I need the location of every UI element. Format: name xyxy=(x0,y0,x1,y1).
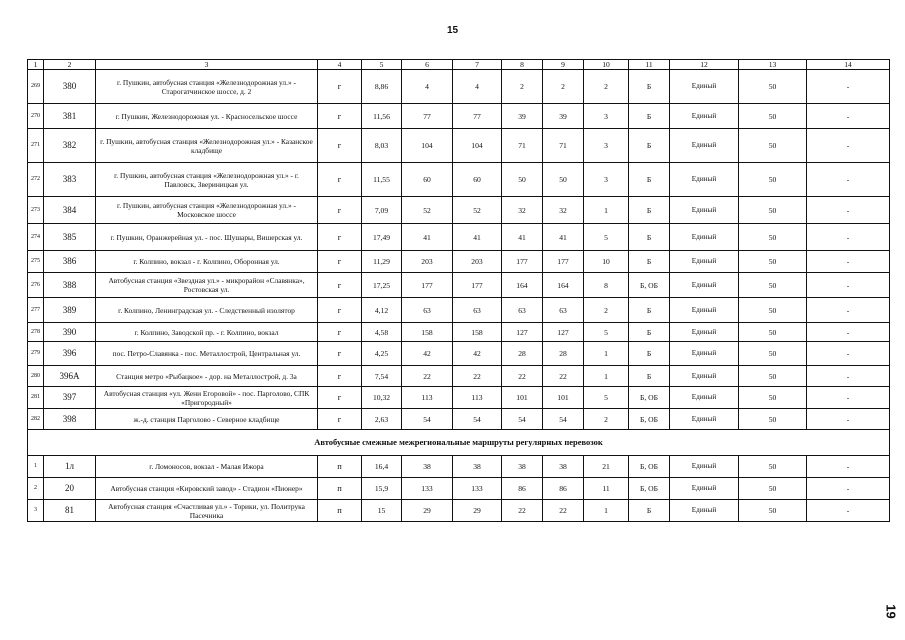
table-cell: 4 xyxy=(453,70,502,104)
table-cell: 8 xyxy=(584,273,629,298)
header-cell: 14 xyxy=(807,60,890,70)
table-cell: Б xyxy=(629,104,670,129)
table-cell: Единый xyxy=(670,298,739,323)
table-cell: 1 xyxy=(584,342,629,366)
table-cell: 8,86 xyxy=(362,70,402,104)
table-cell: 127 xyxy=(543,323,584,342)
table-cell: 50 xyxy=(739,478,807,500)
table-cell: 32 xyxy=(502,197,543,224)
table-cell: Единый xyxy=(670,366,739,387)
table-cell: 2 xyxy=(584,70,629,104)
table-cell: 50 xyxy=(739,409,807,430)
table-cell: 39 xyxy=(543,104,584,129)
table-cell: п xyxy=(318,478,362,500)
header-cell: 4 xyxy=(318,60,362,70)
table-cell: - xyxy=(807,456,890,478)
table-cell: 50 xyxy=(543,163,584,197)
table-cell: 21 xyxy=(584,456,629,478)
table-cell: Б xyxy=(629,224,670,251)
table-cell: г. Пушкин, Оранжерейная ул. - пос. Шушары, Вишерская ул. xyxy=(96,224,318,251)
table-body xyxy=(28,60,890,522)
table-cell: 273 xyxy=(28,197,44,224)
table-cell: - xyxy=(807,500,890,522)
table-cell: 269 xyxy=(28,70,44,104)
table-cell: Единый xyxy=(670,197,739,224)
table-cell: Б xyxy=(629,197,670,224)
table-cell: 164 xyxy=(543,273,584,298)
table-cell: 275 xyxy=(28,251,44,273)
table-cell: 54 xyxy=(402,409,453,430)
table-row xyxy=(28,197,890,224)
table-cell: 22 xyxy=(502,500,543,522)
table-cell: 22 xyxy=(402,366,453,387)
table-cell: 50 xyxy=(739,342,807,366)
table-row xyxy=(28,366,890,387)
table-cell: 7,54 xyxy=(362,366,402,387)
table-cell: 39 xyxy=(502,104,543,129)
table-cell: 280 xyxy=(28,366,44,387)
table-row xyxy=(28,409,890,430)
table-cell: 4,25 xyxy=(362,342,402,366)
table-cell: 1л xyxy=(44,456,96,478)
table-row xyxy=(28,129,890,163)
table-cell: - xyxy=(807,224,890,251)
table-cell: 1 xyxy=(584,366,629,387)
table-cell: г xyxy=(318,129,362,163)
table-cell: - xyxy=(807,163,890,197)
table-cell: - xyxy=(807,387,890,409)
table-cell: 164 xyxy=(502,273,543,298)
table-cell: 271 xyxy=(28,129,44,163)
table-cell: - xyxy=(807,251,890,273)
table-cell: 15 xyxy=(362,500,402,522)
table-cell: - xyxy=(807,273,890,298)
table-row xyxy=(28,387,890,409)
table-cell: г xyxy=(318,342,362,366)
table-cell: 60 xyxy=(402,163,453,197)
header-cell: 7 xyxy=(453,60,502,70)
table-cell: г. Пушкин, автобусная станция «Железнодорожная ул.» - г. Павловск, Звериницкая ул. xyxy=(96,163,318,197)
table-cell: Единый xyxy=(670,478,739,500)
table-cell: Б xyxy=(629,323,670,342)
table-cell: - xyxy=(807,129,890,163)
table-cell: 385 xyxy=(44,224,96,251)
table-cell: Автобусная станция «Кировский завод» - Стадион «Пионер» xyxy=(96,478,318,500)
table-cell: 38 xyxy=(402,456,453,478)
table-cell: 11,56 xyxy=(362,104,402,129)
table-cell: 398 xyxy=(44,409,96,430)
table-cell: 278 xyxy=(28,323,44,342)
table-cell: 63 xyxy=(543,298,584,323)
table-cell: 50 xyxy=(739,104,807,129)
table-cell: 60 xyxy=(453,163,502,197)
table-cell: 384 xyxy=(44,197,96,224)
side-mark: 19 xyxy=(883,604,899,619)
table-cell: 54 xyxy=(502,409,543,430)
table-cell: 50 xyxy=(739,197,807,224)
table-cell: 177 xyxy=(502,251,543,273)
table-cell: 389 xyxy=(44,298,96,323)
table-cell: Единый xyxy=(670,273,739,298)
table-cell: г. Пушкин, Железнодорожная ул. - Красносельское шоссе xyxy=(96,104,318,129)
table-cell: 203 xyxy=(453,251,502,273)
table-cell: 11,29 xyxy=(362,251,402,273)
header-cell: 9 xyxy=(543,60,584,70)
table-cell: 17,25 xyxy=(362,273,402,298)
table-cell: г xyxy=(318,251,362,273)
table-cell: г. Ломоносов, вокзал - Малая Ижора xyxy=(96,456,318,478)
table-cell: 2 xyxy=(584,298,629,323)
table-cell: Единый xyxy=(670,163,739,197)
table-cell: 41 xyxy=(502,224,543,251)
table-cell: Единый xyxy=(670,323,739,342)
table-cell: Б xyxy=(629,342,670,366)
table-cell: 1 xyxy=(28,456,44,478)
header-cell: 6 xyxy=(402,60,453,70)
table-cell: 71 xyxy=(502,129,543,163)
table-cell: Единый xyxy=(670,342,739,366)
table-cell: 50 xyxy=(739,70,807,104)
table-cell: 270 xyxy=(28,104,44,129)
table-cell: 22 xyxy=(543,366,584,387)
table-cell: 86 xyxy=(502,478,543,500)
table-cell: 38 xyxy=(502,456,543,478)
table-row xyxy=(28,163,890,197)
header-cell: 2 xyxy=(44,60,96,70)
table-cell: г xyxy=(318,366,362,387)
table-cell: - xyxy=(807,323,890,342)
table-cell: 17,49 xyxy=(362,224,402,251)
table-cell: 3 xyxy=(584,104,629,129)
table-cell: 50 xyxy=(739,224,807,251)
table-cell: 396 xyxy=(44,342,96,366)
table-cell: 396А xyxy=(44,366,96,387)
table-cell: 50 xyxy=(739,273,807,298)
table-row xyxy=(28,224,890,251)
table-cell: 22 xyxy=(502,366,543,387)
table-cell: 5 xyxy=(584,224,629,251)
table-cell: 71 xyxy=(543,129,584,163)
table-cell: 22 xyxy=(543,500,584,522)
table-cell: Б, ОБ xyxy=(629,409,670,430)
table-cell: 42 xyxy=(453,342,502,366)
table-cell: г xyxy=(318,409,362,430)
section-header-row xyxy=(28,430,890,456)
table-cell: 32 xyxy=(543,197,584,224)
table-cell: 4,58 xyxy=(362,323,402,342)
table-cell: 133 xyxy=(453,478,502,500)
table-cell: Автобусная станция «ул. Жени Егоровой» - пос. Парголово, СПК «Пригородный» xyxy=(96,387,318,409)
header-cell: 11 xyxy=(629,60,670,70)
table-cell: 104 xyxy=(402,129,453,163)
header-cell: 13 xyxy=(739,60,807,70)
table-cell: г xyxy=(318,163,362,197)
table-cell: Единый xyxy=(670,456,739,478)
table-cell: 3 xyxy=(28,500,44,522)
header-cell: 12 xyxy=(670,60,739,70)
header-cell: 1 xyxy=(28,60,44,70)
table-cell: 177 xyxy=(543,251,584,273)
table-cell: ж.-д. станция Парголово - Северное кладбище xyxy=(96,409,318,430)
table-cell: пос. Петро-Славянка - пос. Металлострой, Центральная ул. xyxy=(96,342,318,366)
table-cell: 28 xyxy=(502,342,543,366)
table-cell: Единый xyxy=(670,129,739,163)
table-cell: 388 xyxy=(44,273,96,298)
table-cell: 15,9 xyxy=(362,478,402,500)
table-cell: Единый xyxy=(670,224,739,251)
table-cell: - xyxy=(807,342,890,366)
header-cell: 10 xyxy=(584,60,629,70)
table-cell: 4 xyxy=(402,70,453,104)
table-cell: г xyxy=(318,387,362,409)
table-cell: 104 xyxy=(453,129,502,163)
table-cell: 50 xyxy=(739,163,807,197)
table-cell: 50 xyxy=(739,251,807,273)
table-cell: Б xyxy=(629,251,670,273)
table-cell: 272 xyxy=(28,163,44,197)
table-cell: 2 xyxy=(28,478,44,500)
table-cell: - xyxy=(807,70,890,104)
table-cell: 101 xyxy=(502,387,543,409)
table-cell: Б, ОБ xyxy=(629,456,670,478)
table-cell: 41 xyxy=(402,224,453,251)
table-cell: 277 xyxy=(28,298,44,323)
table-cell: г xyxy=(318,273,362,298)
route-table xyxy=(27,59,890,522)
table-cell: - xyxy=(807,478,890,500)
table-cell: - xyxy=(807,409,890,430)
table-cell: 50 xyxy=(739,323,807,342)
section-title: Автобусные смежные межрегиональные маршруты регулярных перевозок xyxy=(28,430,890,456)
table-cell: 11 xyxy=(584,478,629,500)
table-cell: Единый xyxy=(670,500,739,522)
table-cell: г xyxy=(318,70,362,104)
table-cell: 381 xyxy=(44,104,96,129)
table-cell: Б xyxy=(629,129,670,163)
table-cell: 2 xyxy=(543,70,584,104)
table-cell: г. Колпино, Заводской пр. - г. Колпино, вокзал xyxy=(96,323,318,342)
table-cell: Б xyxy=(629,366,670,387)
table-cell: 282 xyxy=(28,409,44,430)
table-row xyxy=(28,323,890,342)
table-cell: 113 xyxy=(453,387,502,409)
table-cell: 1 xyxy=(584,500,629,522)
table-cell: Автобусная станция «Счастливая ул.» - Торики, ул. Политрука Пасечника xyxy=(96,500,318,522)
table-cell: 11,55 xyxy=(362,163,402,197)
table-cell: 3 xyxy=(584,129,629,163)
table-cell: 77 xyxy=(402,104,453,129)
table-cell: 38 xyxy=(543,456,584,478)
table-cell: 127 xyxy=(502,323,543,342)
table-row xyxy=(28,70,890,104)
table-cell: 81 xyxy=(44,500,96,522)
table-cell: Единый xyxy=(670,104,739,129)
table-cell: 158 xyxy=(402,323,453,342)
table-cell: 8,03 xyxy=(362,129,402,163)
table-cell: 10 xyxy=(584,251,629,273)
table-cell: г. Колпино, Ленинградская ул. - Следственный изолятор xyxy=(96,298,318,323)
table-cell: 2,63 xyxy=(362,409,402,430)
table-cell: 42 xyxy=(402,342,453,366)
table-cell: Б, ОБ xyxy=(629,273,670,298)
table-cell: Станция метро «Рыбацкое» - дор. на Металлострой, д. 3а xyxy=(96,366,318,387)
table-cell: Единый xyxy=(670,70,739,104)
table-cell: г xyxy=(318,197,362,224)
table-cell: 383 xyxy=(44,163,96,197)
header-cell: 5 xyxy=(362,60,402,70)
table-cell: - xyxy=(807,366,890,387)
table-cell: 133 xyxy=(402,478,453,500)
table-cell: Б xyxy=(629,70,670,104)
table-row xyxy=(28,342,890,366)
table-cell: 86 xyxy=(543,478,584,500)
table-cell: 50 xyxy=(739,129,807,163)
table-cell: 77 xyxy=(453,104,502,129)
table-cell: 274 xyxy=(28,224,44,251)
table-cell: Единый xyxy=(670,387,739,409)
table-cell: 41 xyxy=(453,224,502,251)
table-cell: г. Пушкин, автобусная станция «Железнодорожная ул.» - Московское шоссе xyxy=(96,197,318,224)
table-cell: 50 xyxy=(739,298,807,323)
table-cell: 177 xyxy=(402,273,453,298)
table-cell: Б, ОБ xyxy=(629,478,670,500)
table-cell: г. Пушкин, автобусная станция «Железнодорожная ул.» - Старогатчинское шоссе, д. 2 xyxy=(96,70,318,104)
table-cell: 41 xyxy=(543,224,584,251)
table-cell: 2 xyxy=(584,409,629,430)
table-cell: 3 xyxy=(584,163,629,197)
table-cell: 63 xyxy=(502,298,543,323)
table-cell: 397 xyxy=(44,387,96,409)
table-cell: 10,32 xyxy=(362,387,402,409)
table-cell: 54 xyxy=(543,409,584,430)
table-cell: 52 xyxy=(453,197,502,224)
table-cell: г. Пушкин, автобусная станция «Железнодорожная ул.» - Казанское кладбище xyxy=(96,129,318,163)
table-cell: 101 xyxy=(543,387,584,409)
table-cell: - xyxy=(807,197,890,224)
table-cell: 386 xyxy=(44,251,96,273)
table-cell: г xyxy=(318,323,362,342)
table-cell: 20 xyxy=(44,478,96,500)
table-cell: 63 xyxy=(453,298,502,323)
table-row xyxy=(28,273,890,298)
table-cell: 38 xyxy=(453,456,502,478)
table-cell: 50 xyxy=(739,387,807,409)
table-cell: п xyxy=(318,456,362,478)
table-cell: 276 xyxy=(28,273,44,298)
table-cell: 28 xyxy=(543,342,584,366)
table-row xyxy=(28,104,890,129)
table-cell: 54 xyxy=(453,409,502,430)
table-row xyxy=(28,478,890,500)
table-cell: - xyxy=(807,298,890,323)
table-cell: 5 xyxy=(584,323,629,342)
table-cell: Единый xyxy=(670,251,739,273)
table-cell: 113 xyxy=(402,387,453,409)
table-cell: Б xyxy=(629,163,670,197)
table-row xyxy=(28,251,890,273)
table-cell: Б, ОБ xyxy=(629,387,670,409)
table-cell: Б xyxy=(629,298,670,323)
table-cell: 50 xyxy=(739,500,807,522)
table-cell: 4,12 xyxy=(362,298,402,323)
table-cell: 5 xyxy=(584,387,629,409)
table-cell: г xyxy=(318,298,362,323)
table-cell: Единый xyxy=(670,409,739,430)
table-cell: 7,09 xyxy=(362,197,402,224)
table-cell: 29 xyxy=(453,500,502,522)
table-cell: 50 xyxy=(739,366,807,387)
table-cell: 63 xyxy=(402,298,453,323)
table-cell: Автобусная станция «Звездная ул.» - микрорайон «Славянка», Ростовская ул. xyxy=(96,273,318,298)
table-cell: 203 xyxy=(402,251,453,273)
table-cell: 382 xyxy=(44,129,96,163)
table-cell: 177 xyxy=(453,273,502,298)
table-cell: Б xyxy=(629,500,670,522)
table-cell: 1 xyxy=(584,197,629,224)
table-cell: - xyxy=(807,104,890,129)
table-cell: 380 xyxy=(44,70,96,104)
table-cell: 50 xyxy=(739,456,807,478)
table-cell: 158 xyxy=(453,323,502,342)
table-cell: 16,4 xyxy=(362,456,402,478)
header-cell: 8 xyxy=(502,60,543,70)
table-cell: 50 xyxy=(502,163,543,197)
header-cell: 3 xyxy=(96,60,318,70)
table-cell: 281 xyxy=(28,387,44,409)
table-cell: 29 xyxy=(402,500,453,522)
table-cell: г. Колпино, вокзал - г. Колпино, Оборонная ул. xyxy=(96,251,318,273)
table-cell: п xyxy=(318,500,362,522)
table-row xyxy=(28,500,890,522)
table-cell: 52 xyxy=(402,197,453,224)
page-number: 15 xyxy=(446,25,459,36)
table-cell: 22 xyxy=(453,366,502,387)
table-cell: 279 xyxy=(28,342,44,366)
table-row xyxy=(28,456,890,478)
table-cell: 2 xyxy=(502,70,543,104)
table-row xyxy=(28,298,890,323)
table-cell: г xyxy=(318,224,362,251)
table-cell: 390 xyxy=(44,323,96,342)
table-cell: г xyxy=(318,104,362,129)
header-row xyxy=(28,60,890,70)
